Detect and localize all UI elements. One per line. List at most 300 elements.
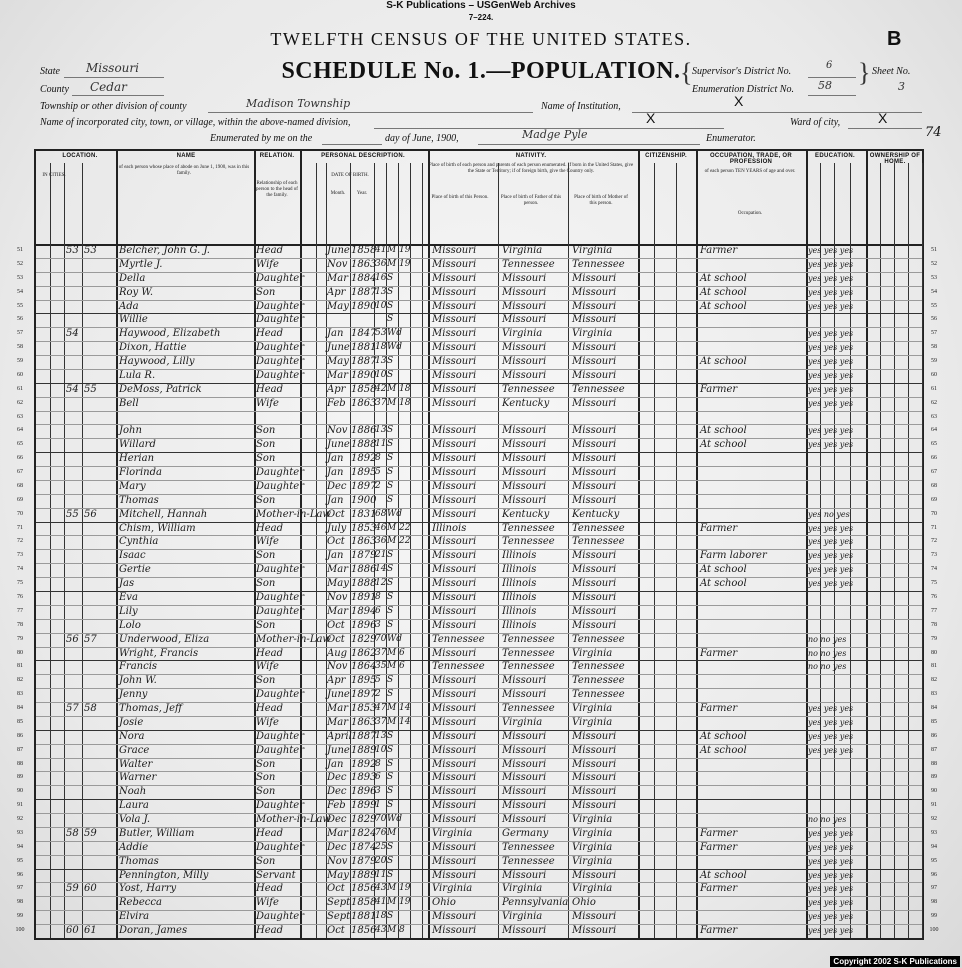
group-ownership: OWNERSHIP OF HOME. (869, 153, 921, 165)
row-number: 87 (17, 746, 23, 753)
person-name: Florinda (119, 467, 162, 479)
birth-year: 1864 (351, 661, 377, 673)
sheet-letter: B (887, 28, 902, 50)
age: 68 (375, 508, 387, 519)
birthplace-father: Illinois (502, 619, 537, 631)
education: yes yes yes (808, 704, 854, 714)
row-number: 63 (17, 413, 23, 420)
birthplace-mother: Virginia (572, 883, 613, 895)
education: yes yes yes (808, 523, 854, 533)
row-number: 70 (17, 510, 23, 517)
birth-month: Mar (327, 272, 348, 284)
birthplace-person: Missouri (432, 772, 477, 784)
marital-status: M (387, 245, 397, 255)
person-name: Willie (119, 314, 148, 326)
row-number: 69 (931, 496, 937, 503)
age: 37 (375, 716, 387, 727)
marital-status: Wd (387, 814, 403, 825)
person-name: Roy W. (119, 286, 154, 298)
marital-status: S (387, 869, 394, 880)
age: 8 (375, 592, 381, 602)
birth-month: Aug (327, 647, 348, 659)
birthplace-mother: Missouri (572, 369, 617, 381)
birthplace-mother: Missouri (572, 397, 617, 409)
row-rule (36, 619, 922, 620)
birthplace-person: Missouri (432, 342, 477, 354)
occupation: Farmer (700, 647, 738, 659)
birthplace-father: Missouri (502, 480, 547, 492)
education: yes yes yes (808, 717, 854, 727)
education: yes yes yes (808, 329, 854, 339)
birthplace-mother: Missouri (572, 480, 617, 492)
birthplace-person: Missouri (432, 536, 477, 548)
age: 11 (375, 439, 387, 450)
row-rule (36, 286, 922, 287)
birthplace-person: Missouri (432, 703, 477, 715)
birthplace-father: Illinois (502, 578, 537, 590)
marital-status: M (387, 258, 397, 269)
row-number: 89 (931, 774, 937, 781)
birth-mother-header: Place of birth of Mother of this person. (574, 195, 628, 206)
birthplace-father: Missouri (502, 772, 547, 784)
person-name: Myrtle J. (119, 258, 163, 270)
publisher-line: S-K Publications – USGenWeb Archives (386, 0, 576, 11)
row-rule (36, 716, 922, 717)
education: no no yes (808, 648, 847, 658)
person-name: Della (119, 272, 146, 284)
person-name: Chism, William (119, 522, 196, 534)
marital-status: S (387, 494, 394, 505)
row-number: 100 (929, 927, 939, 934)
marital-status: S (387, 356, 394, 367)
person-name: Addie (119, 841, 149, 853)
marital-status: S (387, 605, 394, 616)
birthplace-person: Missouri (432, 467, 477, 479)
birthplace-mother: Kentucky (572, 508, 620, 520)
birthplace-father: Virginia (502, 883, 543, 895)
row-number: 81 (931, 663, 937, 670)
enumerator-underline (478, 144, 700, 145)
person-name: Dixon, Hattie (119, 342, 187, 354)
occupation: Farmer (700, 245, 738, 256)
county-underline (72, 95, 164, 96)
person-name: Thomas, Jeff (119, 703, 183, 715)
relation: Daughter (256, 342, 304, 354)
family-number: 60 (84, 883, 97, 895)
row-rule (36, 730, 922, 731)
birth-month: Sept (327, 897, 351, 909)
schedule-title: SCHEDULE No. 1.—POPULATION. (281, 58, 681, 84)
age: 14 (375, 564, 387, 575)
birthplace-mother: Missouri (572, 467, 617, 479)
row-number: 83 (17, 691, 23, 698)
row-number: 94 (931, 843, 937, 850)
person-name: Vola J. (119, 814, 151, 826)
birthplace-father: Missouri (502, 730, 547, 742)
birthplace-person: Missouri (432, 272, 477, 284)
row-number: 85 (17, 718, 23, 725)
person-name: Ada (119, 300, 139, 312)
birth-year: 1895 (351, 467, 377, 479)
birthplace-person: Missouri (432, 356, 477, 368)
person-name: Thomas (119, 494, 159, 506)
row-number: 90 (17, 788, 23, 795)
person-name: Noah (119, 786, 147, 798)
row-number: 67 (17, 469, 23, 476)
years-married: 19 (399, 897, 411, 908)
birth-month: Jan (327, 328, 344, 340)
education: yes yes yes (808, 898, 854, 908)
row-number: 83 (931, 691, 937, 698)
incorporated-label: Name of incorporated city, town, or village, within the above-named division, (40, 117, 351, 128)
birth-year: 1829 (351, 814, 377, 826)
birth-month: Apr (327, 675, 346, 687)
birthplace-father: Tennessee (502, 661, 555, 673)
row-number: 75 (931, 580, 937, 587)
age: 37 (375, 647, 387, 658)
marital-status: S (387, 786, 394, 797)
birth-month: Feb (327, 800, 346, 812)
occupation: At school (700, 564, 747, 576)
column-rule (922, 163, 923, 938)
birthplace-mother: Missouri (572, 744, 617, 756)
row-rule (36, 674, 922, 675)
age: 36 (375, 536, 387, 547)
education: yes yes yes (808, 370, 854, 380)
birth-month: Jan (327, 494, 344, 506)
education: yes yes yes (808, 259, 854, 269)
row-number: 52 (17, 260, 23, 267)
birth-year: 1897 (351, 689, 377, 701)
row-rule (36, 300, 922, 301)
relation: Mother-in-Law (256, 633, 331, 645)
birthplace-person: Missouri (432, 605, 477, 617)
row-rule (36, 258, 922, 259)
marital-status: S (387, 314, 394, 325)
birth-month: Oct (327, 619, 345, 631)
person-name: Grace (119, 744, 150, 756)
family-number: 58 (84, 703, 97, 715)
birthplace-father: Missouri (502, 300, 547, 312)
birthplace-mother: Tennessee (572, 689, 625, 701)
person-name: Rebecca (119, 897, 162, 909)
relation: Son (256, 619, 276, 631)
row-number: 97 (931, 885, 937, 892)
age: 5 (375, 467, 381, 478)
birth-year: 1824 (351, 827, 377, 839)
row-rule (36, 785, 922, 786)
birthplace-person: Missouri (432, 730, 477, 742)
birthplace-mother: Missouri (572, 550, 617, 562)
row-number: 55 (17, 302, 23, 309)
marital-status: M (387, 647, 397, 658)
population-table (15, 149, 939, 940)
row-number: 78 (17, 621, 23, 628)
marital-status: M (387, 897, 397, 908)
row-number: 57 (17, 330, 23, 337)
birthplace-person: Missouri (432, 800, 477, 812)
row-rule (36, 577, 922, 578)
row-number: 62 (17, 399, 23, 406)
row-number: 89 (17, 774, 23, 781)
birth-month: Jan (327, 550, 344, 562)
county-label: County (40, 84, 69, 95)
age: 41 (375, 245, 387, 255)
birthplace-person: Missouri (432, 619, 477, 631)
marital-status: S (387, 425, 394, 436)
row-number: 76 (931, 594, 937, 600)
relation: Wife (256, 716, 279, 728)
birth-year: 1863 (351, 397, 377, 409)
birthplace-father: Virginia (502, 245, 543, 256)
birthplace-father: Missouri (502, 689, 547, 701)
corner-number: 74 (925, 125, 942, 140)
birth-month: May (327, 356, 349, 368)
marital-status: M (387, 522, 397, 533)
ward-underline (848, 128, 922, 129)
birth-month: Dec (327, 772, 347, 784)
birth-year: 1874 (351, 841, 377, 853)
birthplace-person: Missouri (432, 425, 477, 437)
relation: Head (256, 925, 284, 937)
birth-year: 1891 (351, 592, 377, 603)
birthplace-person: Illinois (432, 522, 467, 534)
birthplace-father: Pennsylvania (502, 897, 569, 909)
person-name: Bell (119, 397, 139, 409)
relation: Daughter (256, 730, 304, 742)
birthplace-person: Missouri (432, 911, 477, 923)
family-number: 56 (84, 508, 97, 520)
row-number: 73 (931, 552, 937, 559)
row-rule (36, 758, 922, 759)
row-number: 75 (17, 580, 23, 587)
birthplace-father: Missouri (502, 342, 547, 354)
age: 25 (375, 841, 387, 852)
age: 11 (375, 869, 387, 880)
row-rule (36, 272, 922, 273)
birth-month: Nov (327, 258, 348, 270)
row-number: 88 (931, 760, 937, 767)
years-married: 18 (399, 397, 411, 408)
occupation: Farmer (700, 703, 738, 715)
birthplace-father: Tennessee (502, 258, 555, 270)
occupation: Farmer (700, 841, 738, 853)
row-rule (36, 563, 922, 564)
occupation: At school (700, 286, 747, 298)
occupation: At school (700, 272, 747, 284)
birthplace-father: Missouri (502, 869, 547, 881)
relation: Daughter (256, 744, 304, 756)
relation: Son (256, 786, 276, 798)
birth-month: Oct (327, 508, 345, 520)
row-number: 73 (17, 552, 23, 559)
occupation: At school (700, 730, 747, 742)
education: yes yes yes (808, 828, 854, 838)
row-number: 53 (17, 274, 23, 281)
birth-month: May (327, 578, 349, 590)
month-header: Month. (330, 191, 346, 196)
row-number: 99 (17, 913, 23, 920)
row-rule (36, 813, 922, 814)
age: 5 (375, 675, 381, 686)
state-label: State (40, 66, 60, 77)
birthplace-person: Missouri (432, 925, 477, 937)
row-number: 86 (931, 732, 937, 739)
person-name: Haywood, Lilly (119, 356, 195, 368)
person-name: Belcher, John G. J. (119, 245, 210, 256)
birth-month: Oct (327, 536, 345, 548)
occupation: Farmer (700, 383, 738, 395)
marital-status: S (387, 730, 394, 741)
birth-year: 1890 (351, 369, 377, 381)
education: yes yes yes (808, 273, 854, 283)
birthplace-person: Missouri (432, 564, 477, 576)
birth-year: 1894 (351, 605, 377, 617)
marital-status: S (387, 744, 394, 755)
row-number: 82 (931, 677, 937, 684)
marital-status: S (387, 758, 394, 769)
group-relation: RELATION. (259, 153, 295, 159)
person-name: John W. (119, 675, 157, 687)
incorporated-x-mark: X (646, 110, 656, 126)
dwelling-number: 54 (66, 383, 79, 395)
relation: Daughter (256, 356, 304, 368)
birth-year: 1853 (351, 522, 377, 534)
marital-status: M (387, 397, 397, 408)
enumeration-label: Enumeration District No. (692, 84, 794, 95)
state-underline (64, 77, 164, 78)
birth-month: Mar (327, 564, 348, 576)
age: 1 (375, 800, 381, 811)
years-married: 6 (399, 647, 405, 658)
education: yes yes yes (808, 398, 854, 408)
column-rule (866, 151, 868, 938)
birthplace-father: Virginia (502, 911, 543, 923)
row-number: 96 (931, 871, 937, 878)
education: yes no yes (808, 509, 850, 519)
marital-status: M (387, 703, 397, 714)
education: yes yes yes (808, 579, 854, 589)
birthplace-father: Missouri (502, 425, 547, 437)
years-married: 19 (399, 245, 411, 255)
birth-month: Mar (327, 605, 348, 617)
age: 18 (375, 342, 387, 353)
name-description: of each person whose place of abode on June 1, 1900, was in this family. (118, 165, 250, 176)
marital-status: S (387, 467, 394, 478)
birth-year: 1881 (351, 342, 377, 354)
birthplace-person: Missouri (432, 439, 477, 451)
birth-year: 1829 (351, 633, 377, 645)
person-name: Jenny (119, 689, 148, 701)
marital-status: S (387, 439, 394, 450)
person-name: Lily (119, 605, 138, 617)
column-rule (908, 163, 909, 938)
birthplace-person: Missouri (432, 286, 477, 298)
education: yes yes yes (808, 384, 854, 394)
birth-year: 1886 (351, 425, 377, 437)
birth-year: 1890 (351, 300, 377, 312)
age: 6 (375, 772, 381, 783)
age: 8 (375, 758, 381, 769)
person-name: Herian (119, 453, 155, 465)
row-number: 64 (931, 427, 937, 434)
district-brace: { (680, 58, 693, 87)
row-number: 64 (17, 427, 23, 434)
age: 13 (375, 730, 387, 741)
birth-year: 1853 (351, 703, 377, 715)
birthplace-mother: Virginia (572, 647, 613, 659)
age: 76 (375, 827, 387, 838)
occupation: At school (700, 869, 747, 881)
dwelling-number: 57 (66, 703, 79, 715)
row-number: 78 (931, 621, 937, 628)
birth-month: Dec (327, 841, 347, 853)
birthplace-mother: Missouri (572, 758, 617, 770)
row-number: 70 (931, 510, 937, 517)
birth-year: 1897 (351, 480, 377, 492)
row-number: 84 (931, 705, 937, 712)
row-number: 81 (17, 663, 23, 670)
person-name: Laura (119, 800, 149, 812)
birth-month: June (327, 744, 350, 756)
age: 16 (375, 272, 387, 283)
birth-month: Dec (327, 480, 347, 492)
column-rule (568, 163, 569, 938)
birthplace-person: Missouri (432, 383, 477, 395)
birthplace-mother: Tennessee (572, 258, 625, 270)
person-name: DeMoss, Patrick (119, 383, 202, 395)
birthplace-father: Tennessee (502, 855, 555, 867)
birthplace-mother: Virginia (572, 827, 613, 839)
birthplace-mother: Virginia (572, 328, 613, 340)
relation: Daughter (256, 300, 304, 312)
relation: Wife (256, 661, 279, 673)
birth-year: 1884 (351, 272, 377, 284)
row-number: 55 (931, 302, 937, 309)
birth-year: 1888 (351, 439, 377, 451)
relation: Son (256, 550, 276, 562)
family-number: 59 (84, 827, 97, 839)
row-number: 98 (17, 899, 23, 906)
birth-month: Mar (327, 716, 348, 728)
birth-month: June (327, 245, 350, 256)
age: 3 (375, 786, 381, 797)
relation: Daughter (256, 480, 304, 492)
education: no no yes (808, 815, 847, 825)
birthplace-mother: Missouri (572, 314, 617, 326)
birthplace-person: Missouri (432, 675, 477, 687)
age: 35 (375, 661, 387, 672)
age: 8 (375, 453, 381, 464)
person-name: Gertie (119, 564, 151, 576)
family-number: 57 (84, 633, 97, 645)
relation: Wife (256, 536, 279, 548)
marital-status: M (387, 716, 397, 727)
row-number: 74 (17, 566, 23, 573)
marital-status: Wd (387, 328, 403, 339)
birthplace-mother: Ohio (572, 897, 596, 909)
form-number: 7–224. (468, 13, 494, 22)
row-number: 99 (931, 913, 937, 920)
birth-year: 1863 (351, 536, 377, 548)
group-nativity: NATIVITY. (515, 153, 547, 159)
dwelling-number: 54 (66, 328, 79, 340)
row-number: 66 (931, 455, 937, 462)
years-married: 19 (399, 883, 411, 894)
row-rule (36, 771, 922, 772)
row-rule (36, 688, 922, 689)
birthplace-person: Missouri (432, 841, 477, 853)
